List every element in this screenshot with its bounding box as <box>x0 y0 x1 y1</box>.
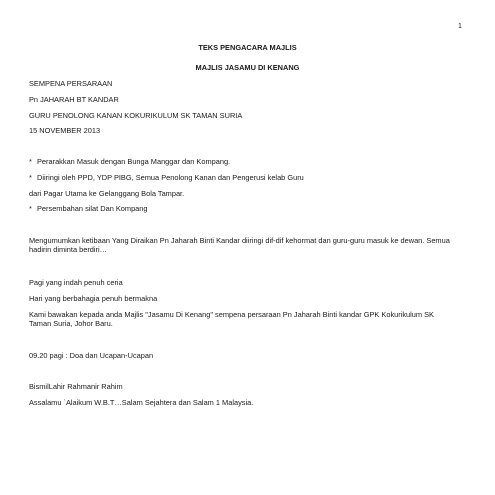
occasion-line: SEMPENA PERSARAAN <box>29 79 113 88</box>
greeting-line: Hari yang berbahagia penuh bermakna <box>29 294 158 303</box>
position-line: GURU PENOLONG KANAN KOKURIKULUM SK TAMAN SURIA <box>29 111 243 120</box>
bullet-text: Diiringi oleh PPD, YDP PIBG, Semua Penolong Kanan dan Pengerusi kelab Guru <box>37 173 304 182</box>
bullet-mark: * <box>29 173 32 182</box>
welcome-paragraph: Kami bawakan kepada anda Majlis "Jasamu Di Kenang" sempena persaraan Pn Jaharah Binti kandar GPK Kokurikulum SK Taman Suria, Johor Baru. <box>29 310 434 328</box>
bullet-text: Perarakkan Masuk dengan Bunga Manggar dan Kompang. <box>37 157 231 166</box>
document-title: TEKS PENGACARA MAJLIS <box>198 43 297 52</box>
bullet-mark: * <box>29 204 32 213</box>
bullet-mark: * <box>29 157 32 166</box>
greeting-line: Pagi yang indah penuh ceria <box>29 278 123 287</box>
bullet-continuation: dari Pagar Utama ke Gelanggang Bola Tampar. <box>29 189 185 198</box>
date-line: 15 NOVEMBER 2013 <box>29 126 101 135</box>
agenda-item: 09.20 pagi : Doa dan Ucapan-Ucapan <box>29 351 154 360</box>
bullet-item <box>29 173 304 182</box>
bullet-item <box>29 204 148 213</box>
honoree-line: Pn JAHARAH BT KANDAR <box>29 95 119 104</box>
opening-line: BismilLahir Rahmanir Rahim <box>29 382 123 391</box>
bullet-text: Persembahan silat Dan Kompang <box>37 204 148 213</box>
event-title: MAJLIS JASAMU DI KENANG <box>195 63 300 72</box>
page-number: 1 <box>458 23 462 30</box>
announcement-paragraph: Mengumumkan ketibaan Yang Diraikan Pn Jaharah Binti Kandar diiringi dif-dif kehormat dan guru-guru masuk ke dewan. Semua hadirin diminta berdiri… <box>29 236 450 254</box>
opening-line: Assalamu `Alaikum W.B.T…Salam Sejahtera dan Salam 1 Malaysia. <box>29 398 254 407</box>
bullet-item <box>29 157 230 166</box>
